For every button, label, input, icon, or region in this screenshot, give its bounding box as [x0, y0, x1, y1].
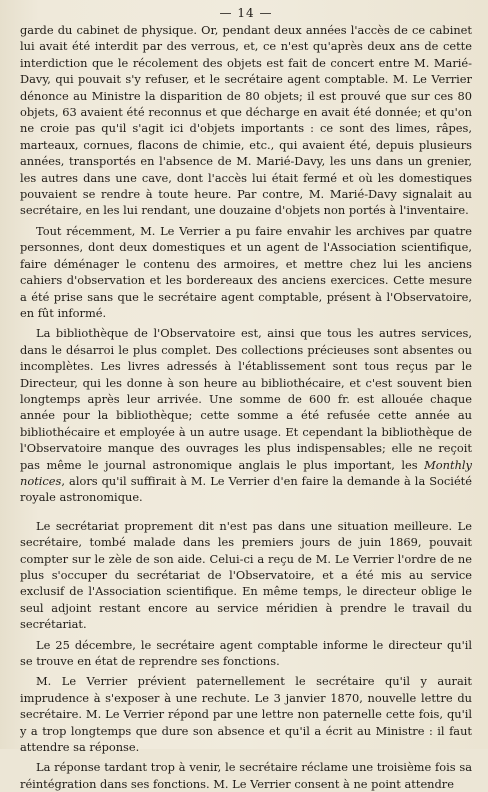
- paragraph-7: La réponse tardant trop à venir, le secrétaire réclame une troisième fois sa réintégration dans ses fonctions. M. Le Verrier consent à ne point attendre: [20, 760, 472, 791]
- paragraph-6: M. Le Verrier prévient paternellement le secrétaire qu'il y aurait imprudence à s'exposer à une rechute. Le 3 janvier 1870, nouvelle lettre du secrétaire. M. Le Verrier répond par une lettre non paternelle cette fois, qu'il y a trop longtemps que dure son absence et qu'il a écrit au Ministre : il faut attendre sa réponse.: [20, 674, 472, 755]
- journal-title: Monthly notices: [20, 457, 472, 488]
- paragraph-3: La bibliothèque de l'Observatoire est, ainsi que tous les autres services, dans le désarroi le plus complet. Des collections précieuses sont absentes ou incomplètes. Les livres adressés à l'établissement sont tous reçus par le Directeur, qui les donne à son heure au bibliothécaire, et c'est souvent bien longtemps après leur arrivée. Une somme de 600 fr. est allouée chaque année pour la bibliothèque; cette somme a été refusée cette année au bibliothécaire et employée à un autre usage. Et cependant la bibliothèque de l'Observatoire manque des ouvrages les plus indispensables; elle ne reçoit pas même le journal astronomique anglais le plus important, les Monthly notices, alors qu'il suffirait à M. Le Verrier d'en faire la demande à la Société royale astronomique.: [20, 326, 472, 505]
- paragraph-2: Tout récemment, M. Le Verrier a pu faire envahir les archives par quatre personnes, dont deux domestiques et un agent de l'Association scientifique, faire déménager le contenu des armoires, et mettre chez lui les anciens cahiers d'observation et les bordereaux des anciens exercices. Cette mesure a été prise sans que le secrétaire agent comptable, présent à l'Observatoire, en fût informé.: [20, 223, 472, 320]
- paragraph-4: Le secrétariat proprement dit n'est pas dans une situation meilleure. Le secrétaire, tombé malade dans les premiers jours de juin 1869, pouvait compter sur le zèle de son aide. Celui-ci a reçu de M. Le Verrier l'ordre de ne plus s'occuper du secrétariat de l'Observatoire, et a été mis au service exclusif de l'Association scientifique. En même temps, le directeur oblige le seul adjoint restant encore au service méridien à prendre le travail du secrétariat.: [20, 518, 472, 632]
- paragraph-5: Le 25 décembre, le secrétaire agent comptable informe le directeur qu'il se trouve en état de reprendre ses fonctions.: [20, 637, 472, 669]
- paragraph-1: garde du cabinet de physique. Or, pendant deux années l'accès de ce cabinet lui avait été interdit par des verrous, et, ce n'est qu'après deux ans de cette interdiction que le récolement des objets est fait de concert entre M. Marié-Davy, qui pouvait s'y refuser, et le secrétaire agent comptable. M. Le Verrier dénonce au Ministre la disparition de 80 objets; il est prouvé que sur ces 80 objets, 63 avaient été reconnus et que décharge en avait été donnée; et qu'on ne croie pas qu'il s'agit ici d'objets importants : ce sont des limes, râpes, marteaux, cornues, flacons de chimie, etc., qui avaient été, depuis plusieurs années, transportés en l'absence de M. Marié-Davy, les uns dans un grenier, les autres dans une cave, dont l'accès lui était fermé et où les domestiques pouvaient se rendre à toute heure. Par contre, M. Marié-Davy signalait au secrétaire, en les lui rendant, une douzaine d'objets non portés à l'inventaire.: [20, 23, 472, 218]
- page-number: — 14 —: [219, 6, 273, 20]
